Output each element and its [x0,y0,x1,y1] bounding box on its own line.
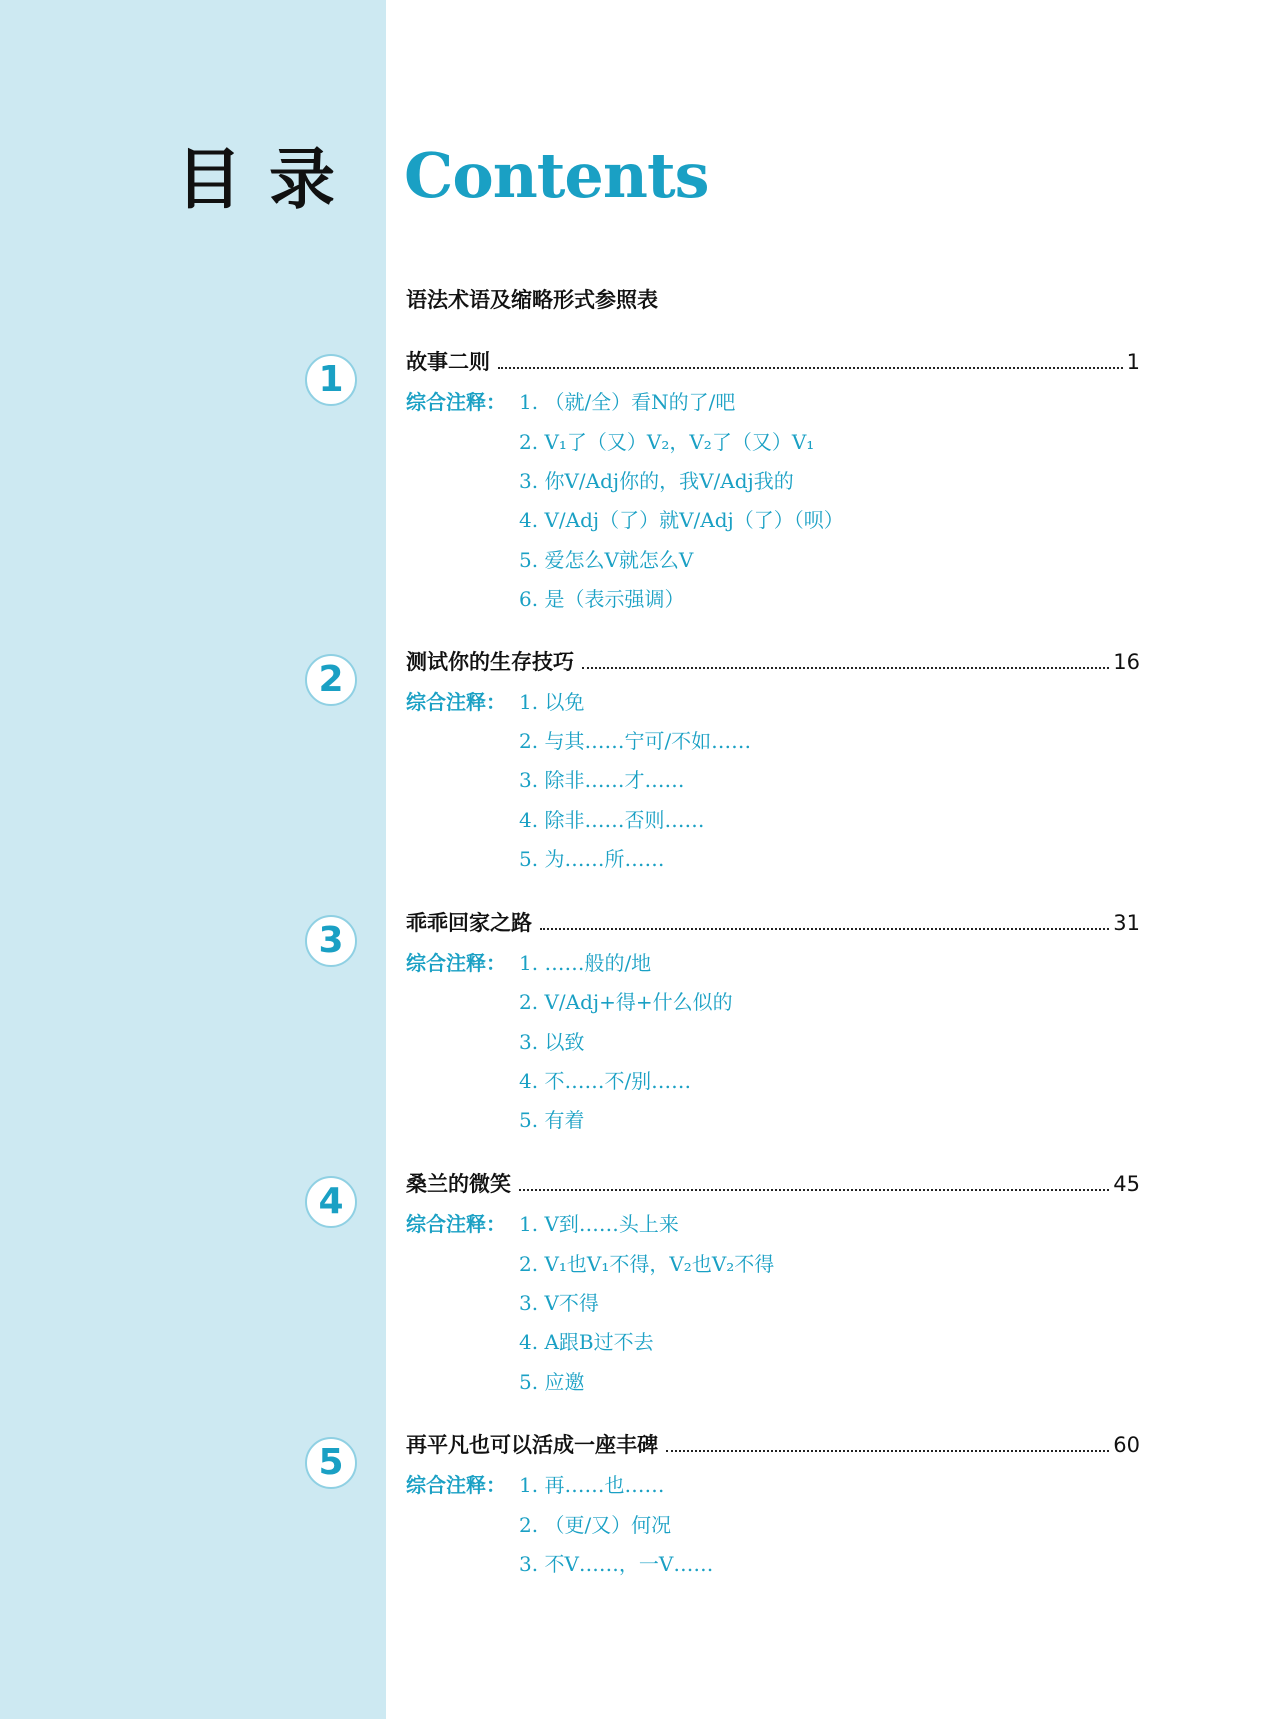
grammar-note: 3. 你V/Adj你的，我V/Adj我的 [519,469,794,493]
grammar-note: 3. 以致 [519,1030,585,1054]
toc-entry-chapter-5[interactable] [406,1430,1140,1460]
chapter-title: 乖乖回家之路 [406,911,532,935]
grammar-note: 1. ……般的/地 [519,951,652,975]
grammar-note: 5. 应邀 [519,1370,585,1394]
page-number: 16 [1113,650,1140,674]
dotted-leader [666,1450,1109,1452]
chapter-number-badge: 3 [305,915,357,967]
grammar-note: 1. （就/全）看N的了/吧 [519,390,736,414]
toc-entry-chapter-2[interactable] [406,647,1140,677]
toc-entry-chapter-1[interactable] [406,347,1140,377]
page-title-chinese: 目 录 [176,141,337,218]
dotted-leader [519,1189,1109,1191]
grammar-note: 5. 爱怎么V就怎么V [519,548,694,572]
notes-label: 综合注释： [406,690,506,714]
grammar-note: 4. V/Adj（了）就V/Adj（了）（呗） [519,508,844,532]
page-number: 1 [1126,350,1140,374]
reference-table-link[interactable]: 语法术语及缩略形式参照表 [406,288,658,312]
grammar-note: 6. 是（表示强调） [519,587,685,611]
chapter-title: 再平凡也可以活成一座丰碑 [406,1433,658,1457]
notes-label: 综合注释： [406,1473,506,1497]
page-number: 31 [1113,911,1140,935]
grammar-note: 3. V不得 [519,1291,599,1315]
page-number: 60 [1113,1433,1140,1457]
grammar-note: 4. A跟B过不去 [519,1330,654,1354]
dotted-leader [582,667,1109,669]
grammar-note: 2. V₁也V₁不得，V₂也V₂不得 [519,1252,775,1276]
grammar-note: 2. V₁了（又）V₂，V₂了（又）V₁ [519,430,815,454]
grammar-note: 1. 以免 [519,690,585,714]
notes-label: 综合注释： [406,1212,506,1236]
chapter-number-badge: 1 [305,354,357,406]
grammar-note: 2. 与其……宁可/不如…… [519,729,752,753]
grammar-note: 5. 为……所…… [519,847,665,871]
chapter-number-badge: 2 [305,654,357,706]
grammar-note: 3. 除非……才…… [519,768,685,792]
grammar-note: 4. 不……不/别…… [519,1069,692,1093]
notes-label: 综合注释： [406,951,506,975]
chapter-title: 桑兰的微笑 [406,1172,511,1196]
grammar-note: 1. 再……也…… [519,1473,665,1497]
dotted-leader [540,928,1109,930]
grammar-note: 5. 有着 [519,1108,585,1132]
chapter-number-badge: 4 [305,1176,357,1228]
dotted-leader [498,367,1123,369]
chapter-title: 测试你的生存技巧 [406,650,574,674]
grammar-note: 1. V到……头上来 [519,1212,679,1236]
grammar-note: 3. 不V……，一V…… [519,1552,714,1576]
page-number: 45 [1113,1172,1140,1196]
page-title-english: Contents [404,139,709,212]
grammar-note: 2. V/Adj+得+什么似的 [519,990,733,1014]
grammar-note: 4. 除非……否则…… [519,808,705,832]
chapter-number-badge: 5 [305,1437,357,1489]
toc-entry-chapter-3[interactable] [406,908,1140,938]
toc-entry-chapter-4[interactable] [406,1169,1140,1199]
grammar-note: 2. （更/又）何况 [519,1513,672,1537]
notes-label: 综合注释： [406,390,506,414]
chapter-title: 故事二则 [406,350,490,374]
